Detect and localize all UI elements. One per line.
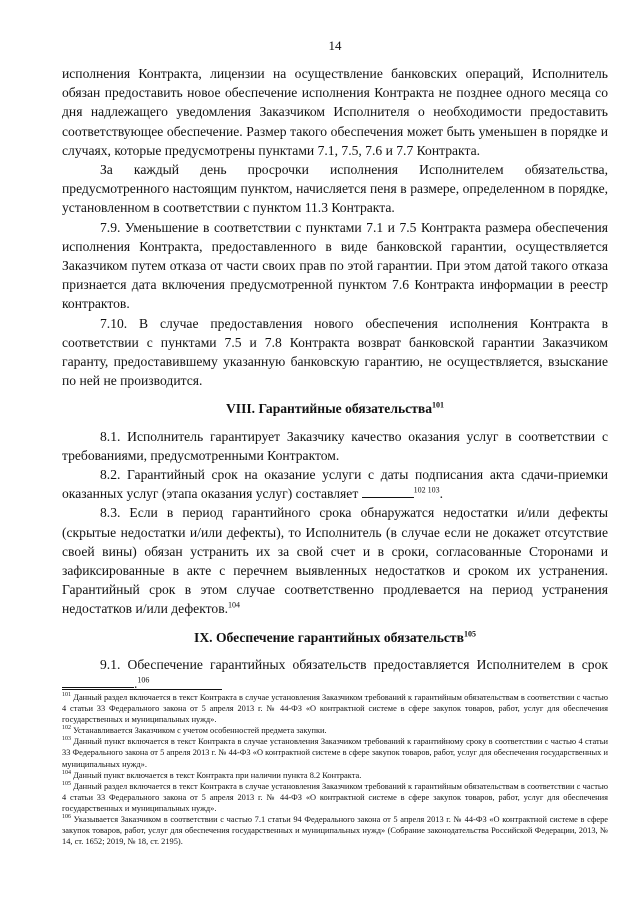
paragraph-8-2-text: 8.2. Гарантийный срок на оказание услуги с даты подписания акта сдачи-приемки оказанных услуг (этапа оказания услуг) составляет: [62, 467, 608, 502]
paragraph-7-10: 7.10. В случае предоставления нового обеспечения исполнения Контракта в соответствии с пунктами 7.5 и 7.8 Контракта возврат банковской гарантии Заказчиком гаранту, предоставившему указанную банковскую гарантию, не осуществляется, взыскание по ней не производится.: [62, 315, 608, 389]
document-page: [62, 38, 608, 693]
footnote-ref-104: 104: [228, 600, 241, 610]
warranty-term-blank: [362, 487, 414, 498]
section-9-heading: [62, 628, 608, 647]
footnote-number: 106: [62, 814, 71, 821]
footnote-text: Данный раздел включается в текст Контракта в случае установления Заказчиком требований к гарантийным обязательствам в соответствии с частью 4 статьи 33 Федерального закона от 5 апреля 2013 г. № 44-ФЗ «О контрактной системе в сфере закупок товаров, работ, услуг для обеспечения государственных и муниципальных нужд».: [62, 781, 608, 813]
footnote-ref-105: 105: [463, 629, 476, 639]
footnote-number: 104: [62, 769, 71, 776]
page-number: 14: [328, 38, 342, 53]
footnote-101: [62, 692, 608, 725]
footnote-number: 102: [62, 725, 71, 732]
footnote-ref-101: 101: [432, 400, 445, 410]
footnote-number: 103: [62, 736, 71, 743]
footnote-number: 105: [62, 780, 71, 787]
footnote-103: [62, 736, 608, 769]
footnote-ref-102-103: 102 103: [413, 485, 440, 495]
paragraph-8-2: 8.2. Гарантийный срок на оказание услуги с даты подписания акта сдачи-приемки оказанных услуг (этапа оказания услуг) составляет $^{102 103}$.: [62, 467, 608, 502]
section-9-heading-text: IX. Обеспечение гарантийных обязательств: [194, 629, 464, 645]
footnote-ref-106: 106: [137, 675, 150, 685]
section-8-heading-text: VIII. Гарантийные обязательства: [225, 401, 433, 417]
footnote-104: [62, 770, 608, 781]
paragraph-penalty: За каждый день просрочки исполнения Исполнителем обязательства, предусмотренного настоящим пунктом, начисляется пеня в размере, определенном в порядке, установленном в соответствии с пунктом 11.3 Контракта.: [62, 162, 608, 216]
paragraph-9-1-text: 9.1. Обеспечение гарантийных обязательств предоставляется Исполнителем в срок: [100, 656, 608, 672]
footnote-text: Указывается Заказчиком в соответствии с частью 7.1 статьи 94 Федерального закона от 5 апреля 2013 г. № 44-ФЗ «О контрактной системе в сфере закупок товаров, работ, услуг для обеспечения государственных и муниципальных нужд» (Собрание законодательства Российской Федерации, 2013, № 14, ст. 1652; 2019, № 18, ст. 2195).: [62, 815, 609, 847]
footnote-text: Данный пункт включается в текст Контракта в случае установления Заказчиком требований к гарантийному сроку в соответствии с частью 4 статьи 33 Федерального закона от 5 апреля 2013 г. № 44-ФЗ «О контрактной системе в сфере закупок товаров, работ, услуг для обеспечения государственных и муниципальных нужд».: [62, 737, 608, 769]
footnote-number: 101: [62, 692, 71, 699]
paragraph-8-3: [62, 503, 608, 618]
footnotes: [62, 692, 608, 847]
footnote-106: [62, 814, 608, 847]
paragraph-8-1: 8.1. Исполнитель гарантирует Заказчику качество оказания услуг в соответствии с требованиями, предусмотренными Контрактом.: [62, 428, 608, 463]
guarantee-term-blank: [62, 677, 134, 688]
section-8-heading: [62, 399, 608, 418]
paragraph-8-3-text: 8.3. Если в период гарантийного срока обнаружатся недостатки и/или дефекты (скрытые недостатки и/или дефекты), то Исполнитель (в случае если не докажет отсутствие своей вины) обязан устранить их за свой счет и в сроки, согласованные Сторонами и зафиксированные в акте с перечнем выявленных недостатков и сроком их устранения. Гарантийный срок в этом случае соответственно продлевается на период устранения недостатков и/или дефектов.: [62, 505, 608, 617]
footnote-105: [62, 781, 608, 814]
footnote-text: Данный раздел включается в текст Контракта в случае установления Заказчиком требований к гарантийным обязательствам в соответствии с частью 4 статьи 33 Федерального закона от 5 апреля 2013 г. № 44-ФЗ «О контрактной системе в сфере закупок товаров, работ, услуг для обеспечения государственных и муниципальных нужд».: [62, 693, 608, 725]
footnote-102: [62, 725, 608, 736]
footnote-text: Устанавливается Заказчиком с учетом особенностей предмета закупки.: [73, 726, 327, 736]
paragraph-continuation: исполнения Контракта, лицензии на осуществление банковских операций, Исполнитель обязан предоставить новое обеспечение исполнения Контракта не позднее одного месяца со дня надлежащего уведомления Заказчиком Исполнителя о необходимости предоставить соответствующее обеспечение. Размер такого обеспечения может быть уменьшен в порядке и случаях, которые предусмотрены пунктами 7.1, 7.5, 7.6 и 7.7 Контракта.: [62, 66, 608, 158]
footnote-text: Данный пункт включается в текст Контракта при наличии пункта 8.2 Контракта.: [73, 770, 362, 780]
paragraph-9-1: 9.1. Обеспечение гарантийных обязательств предоставляется Исполнителем в срок .$^{106}$: [62, 655, 608, 693]
footnote-separator: [62, 689, 222, 690]
paragraph-7-9: 7.9. Уменьшение в соответствии с пунктами 7.1 и 7.5 Контракта размера обеспечения исполнения Контракта, предоставленного в виде банковской гарантии, осуществляется Заказчиком путем отказа от части своих прав по этой гарантии. При этом датой такого отказа признается дата включения предусмотренной пунктом 7.6 Контракта информации в реестр контрактов.: [62, 219, 608, 312]
